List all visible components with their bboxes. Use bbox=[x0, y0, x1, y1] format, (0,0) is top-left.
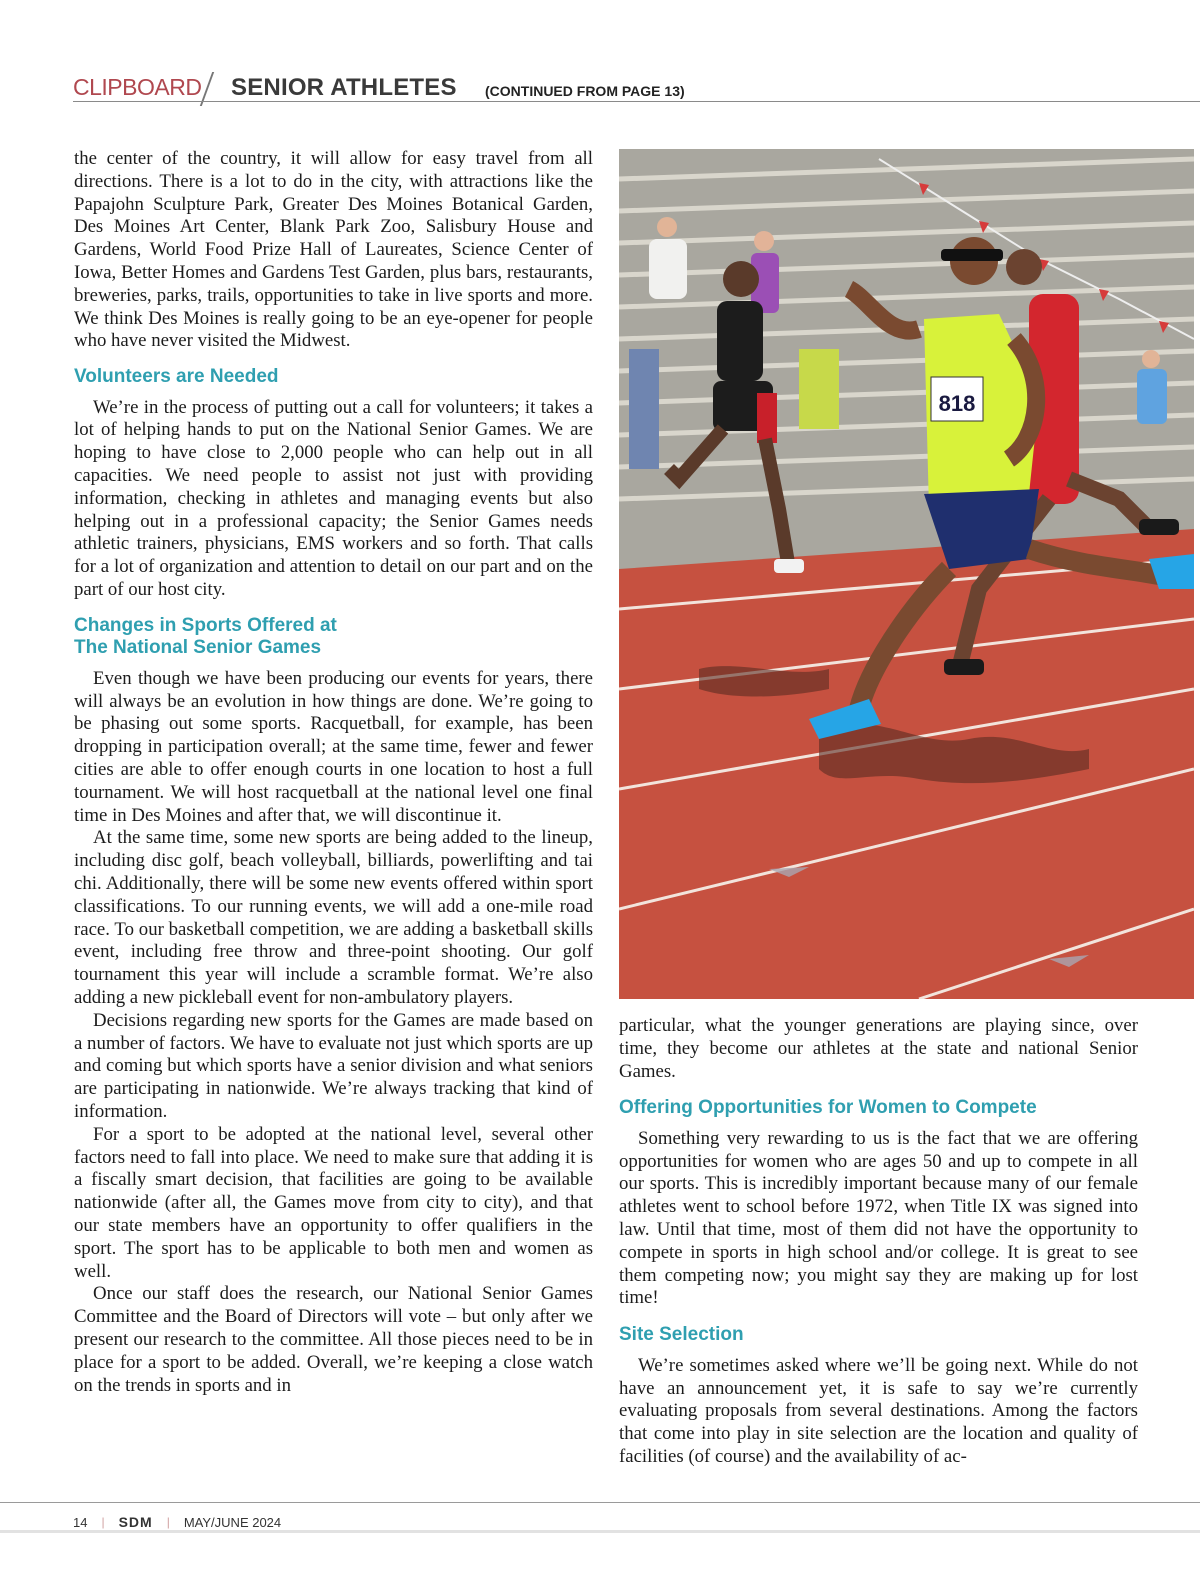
paragraph-women: Something very rewarding to us is the fact that we are offering opportunities for women who are ages 50 and up to compete in all our sports. This is incredibly important because many of our female athletes went to school before 1972, when Title IX was signed into law. Until that time, most of them did not have the opportunity to compete in sports in high school and/or college. It is great to see them competing now; you might say they are making up for lost time! bbox=[619, 1127, 1138, 1309]
paragraph-volunteers: We’re in the process of putting out a call for volunteers; it takes a lot of helping hands to put on the National Senior Games. We are hoping to have close to 2,000 people who can help out in all capacities. We need people to assist not just with providing information, checking in athletes and managing events but also helping out in a professional capacity; the Senior Games needs athletic trainers, physicians, EMS workers and so forth. That calls for a lot of organization and attention to detail on our part and on the part of our host city. bbox=[74, 396, 593, 601]
page-header bbox=[73, 74, 1200, 102]
heading-changes-line1: Changes in Sports Offered at bbox=[74, 614, 337, 636]
paragraph-changes-5: Once our staff does the research, our National Senior Games Committee and the Board of Directors will vote – but only after we present our research to the committee. All those pieces need to be in place for a sport to be added. Overall, we’re keeping a close watch on the trends in sports and in bbox=[74, 1283, 593, 1396]
footer-rule bbox=[0, 1502, 1200, 1503]
track-race-illustration bbox=[619, 149, 1194, 999]
bib-number: 818 bbox=[938, 391, 976, 416]
paragraph-site-selection: We’re sometimes asked where we’ll be going next. While do not have an announcement yet, it is safe to say we’re currently evaluating proposals from several destinations. Among the factors that come into play in site selection are the location and quality of facilities (of course) and the availability of ac- bbox=[619, 1354, 1138, 1467]
right-column bbox=[619, 1015, 1138, 1469]
continued-note: (CONTINUED FROM PAGE 13) bbox=[485, 83, 685, 99]
heading-volunteers: Volunteers are Needed bbox=[74, 366, 279, 388]
heading-changes-line2: The National Senior Games bbox=[74, 637, 322, 659]
section-title: SENIOR ATHLETES bbox=[231, 74, 457, 101]
page-number: 14 bbox=[73, 1514, 88, 1530]
paragraph-changes-3: Decisions regarding new sports for the Games are made based on a number of factors. We have to evaluate not just which sports are up and coming but which sports have a senior division and what seniors are participating in nationwide. We’re always tracking that kind of information. bbox=[74, 1009, 593, 1122]
header-rule bbox=[73, 101, 1200, 102]
magazine-name: SDM bbox=[118, 1514, 153, 1530]
section-label: CLIPBOARD bbox=[73, 74, 202, 100]
paragraph-changes-4: For a sport to be adopted at the national level, several other factors need to fall into place. We need to make sure that adding it is a fiscally smart decision, that facilities are going to be available nationwide (after all, the Games move from city to city), and that our state members have an opportunity to offer qualifiers in the sport. The sport has to be applicable to both men and women as well. bbox=[74, 1123, 593, 1282]
issue-date: MAY/JUNE 2024 bbox=[183, 1514, 282, 1530]
footer-separator: | bbox=[166, 1515, 170, 1529]
page-footer bbox=[73, 1513, 281, 1531]
heading-site-selection: Site Selection bbox=[619, 1324, 744, 1346]
heading-women: Offering Opportunities for Women to Compete bbox=[619, 1097, 1037, 1119]
paragraph-intro: the center of the country, it will allow for easy travel from all directions. There is a lot to do in the city, with attractions like the Papajohn Sculpture Park, Greater Des Moines Botanical Garden, Des Moines Art Center, Blank Park Zoo, Salisbury House and Gardens, World Food Prize Hall of Laureates, Science Center of Iowa, Better Homes and Gardens Test Garden, plus bars, restaurants, breweries, parks, trails, opportunities to take in live sports and more. We think Des Moines is really going to be an eye-opener for people who have never visited the Midwest. bbox=[74, 148, 593, 352]
footer-separator: | bbox=[101, 1515, 105, 1529]
sprinters-photo bbox=[619, 149, 1194, 999]
paragraph-changes-1: Even though we have been producing our events for years, there will always be an evolution in how things are done. We’re going to be phasing out some sports. Racquetball, for example, has been dropping in participation overall; at the same time, fewer and fewer cities are able to offer enough courts in one location to host a full tournament. We will host racquetball at the national level one final time in Des Moines and after that, we will discontinue it. bbox=[74, 667, 593, 826]
paragraph-continued: particular, what the younger generations are playing since, over time, they become our athletes at the state and national Senior Games. bbox=[619, 1015, 1138, 1082]
left-column bbox=[74, 148, 593, 1397]
paragraph-changes-2: At the same time, some new sports are being added to the lineup, including disc golf, beach volleyball, billiards, powerlifting and tai chi. Additionally, there will be some new events offered within sport classifications. To our running events, we will add a one-mile road race. To our basketball competition, we are adding a basketball skills event, including free throw and three-point shooting. Our golf tournament this year will include a scramble format. We’re also adding a new pickleball event for non-ambulatory players. bbox=[74, 827, 593, 1008]
